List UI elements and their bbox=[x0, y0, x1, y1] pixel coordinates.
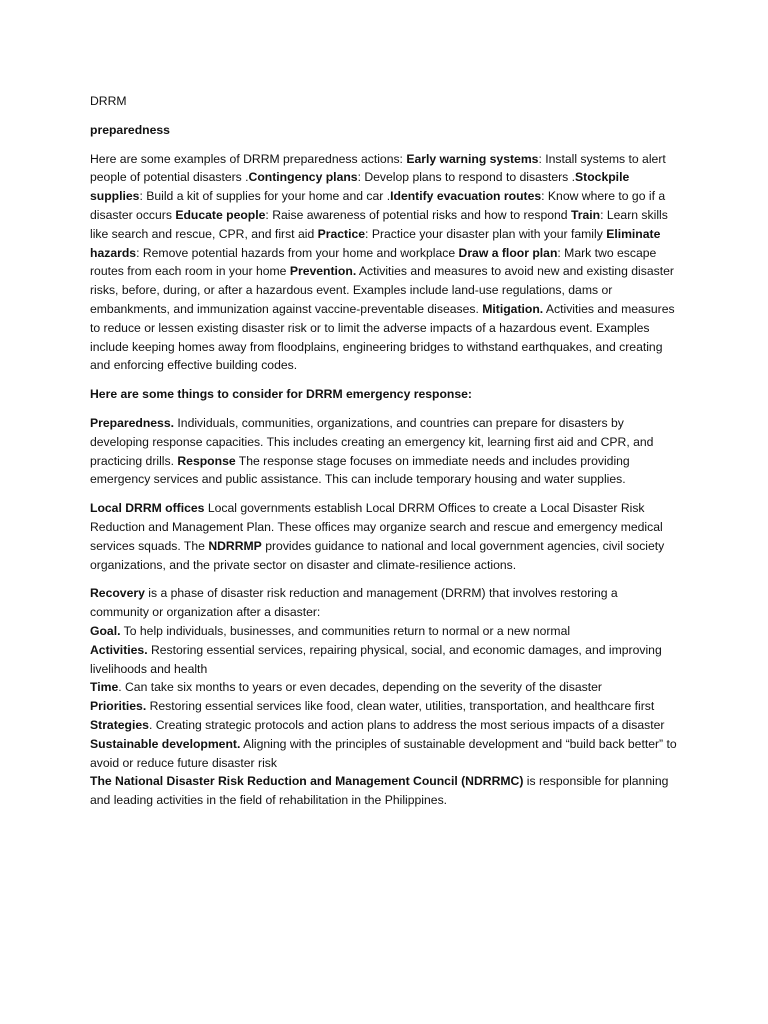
term-evacuation: Identify evacuation routes bbox=[390, 189, 542, 204]
text-response: The response stage focuses on immediate needs and includes providing emergency services and public assistance. This can include temporary housing and water supplies. bbox=[90, 453, 630, 487]
section-heading-response bbox=[90, 385, 680, 404]
document-body bbox=[90, 92, 680, 810]
text-goal: To help individuals, businesses, and communities return to normal or a new normal bbox=[120, 623, 571, 638]
paragraph-local-offices bbox=[90, 499, 680, 574]
text-floor-plan: : Mark two escape routes from each room in your home bbox=[90, 245, 657, 279]
text-priorities: Restoring essential services like food, clean water, utilities, transportation, and healthcare first bbox=[146, 699, 655, 714]
text-council: is responsible for planning and leading activities in the field of rehabilitation in the Philippines. bbox=[90, 774, 669, 808]
term-practice: Practice bbox=[317, 226, 366, 241]
section-heading-preparedness bbox=[90, 121, 680, 140]
term-time: Time bbox=[90, 680, 119, 695]
paragraph-preparedness-actions bbox=[90, 150, 680, 376]
term-train: Train bbox=[570, 207, 601, 222]
term-local-offices: Local DRRM offices bbox=[90, 501, 205, 516]
term-council: The National Disaster Risk Reduction and Management Council (NDRRMC) bbox=[90, 774, 524, 789]
text-mitigation: Activities and measures to reduce or lessen existing disaster risk or to limit the adverse impacts of a hazardous event. Examples include keeping homes away from floodplains, engineering bridges to withstand earthquakes, and creating and enforcing effective building codes. bbox=[90, 301, 675, 373]
term-floor-plan: Draw a floor plan bbox=[458, 245, 558, 260]
line-strategies bbox=[90, 716, 680, 735]
text-contingency: : Develop plans to respond to disasters . bbox=[357, 170, 576, 185]
term-eliminate: Eliminate hazards bbox=[90, 226, 661, 260]
line-sustainable bbox=[90, 735, 680, 773]
text-activities: Restoring essential services, repairing physical, social, and economic damages, and improving livelihoods and health bbox=[90, 642, 662, 676]
text-prevention: Activities and measures to avoid new and existing disaster risks, before, during, or after a hazardous event. Examples include land-use regulations, dams or embankments, and immunization against vaccine-preventable diseases. bbox=[90, 264, 674, 316]
term-educate: Educate people bbox=[175, 207, 266, 222]
text-ndrrmp: provides guidance to national and local government agencies, civil society organizations, and the private sector on disaster and climate-resilience actions. bbox=[90, 538, 665, 572]
line-time bbox=[90, 678, 680, 697]
paragraph-recovery bbox=[90, 584, 680, 622]
text-strategies: . Creating strategic protocols and action plans to address the most serious impacts of a disaster bbox=[148, 717, 665, 732]
term-prevention: Prevention. bbox=[289, 264, 357, 279]
text-train: : Learn skills like search and rescue, CPR, and first aid bbox=[90, 207, 668, 241]
term-recovery: Recovery bbox=[90, 586, 145, 601]
text-educate: : Raise awareness of potential risks and how to respond bbox=[265, 207, 571, 222]
document-title: DRRM bbox=[90, 94, 127, 108]
term-response: Response bbox=[177, 453, 236, 468]
line-activities bbox=[90, 641, 680, 679]
term-strategies: Strategies bbox=[90, 717, 149, 732]
term-priorities: Priorities. bbox=[90, 699, 147, 714]
term-stockpile: Stockpile supplies bbox=[90, 170, 630, 204]
text-stockpile: : Build a kit of supplies for your home and car . bbox=[139, 189, 391, 204]
line-goal bbox=[90, 622, 680, 641]
text-recovery: is a phase of disaster risk reduction and management (DRRM) that involves restoring a community or organization after a disaster: bbox=[90, 586, 618, 620]
term-preparedness: Preparedness. bbox=[90, 415, 175, 430]
text-intro: Here are some examples of DRRM preparedness actions: bbox=[90, 151, 407, 166]
term-ndrrmp: NDRRMP bbox=[208, 538, 262, 553]
heading-response-text: Here are some things to consider for DRRM emergency response: bbox=[90, 387, 472, 402]
text-early-warning: : Install systems to alert people of potential disasters . bbox=[90, 151, 666, 185]
term-activities: Activities. bbox=[90, 642, 148, 657]
term-goal: Goal. bbox=[90, 623, 121, 638]
heading-preparedness-text: preparedness bbox=[90, 122, 170, 137]
text-evacuation: : Know where to go if a disaster occurs bbox=[90, 189, 666, 222]
line-priorities bbox=[90, 697, 680, 716]
text-local-offices: Local governments establish Local DRRM Offices to create a Local Disaster Risk Reduction and Management Plan. These offices may organize search and rescue and emergency medical services squads. The bbox=[90, 501, 663, 553]
term-early-warning: Early warning systems bbox=[406, 151, 539, 166]
text-time: . Can take six months to years or even decades, depending on the severity of the disaster bbox=[118, 680, 602, 695]
paragraph-response bbox=[90, 414, 680, 489]
text-eliminate: : Remove potential hazards from your home and workplace bbox=[136, 245, 459, 260]
term-sustainable: Sustainable development. bbox=[90, 736, 241, 751]
term-mitigation: Mitigation. bbox=[482, 301, 544, 316]
text-practice: : Practice your disaster plan with your family bbox=[365, 226, 607, 241]
line-council bbox=[90, 772, 680, 810]
text-sustainable: Aligning with the principles of sustainable development and “build back better” to avoid or reduce future disaster risk bbox=[90, 736, 677, 770]
term-contingency: Contingency plans bbox=[248, 170, 358, 185]
text-preparedness: Individuals, communities, organizations, and countries can prepare for disasters by developing response capacities. This includes creating an emergency kit, learning first aid and CPR, and practicing drills. bbox=[90, 415, 654, 468]
